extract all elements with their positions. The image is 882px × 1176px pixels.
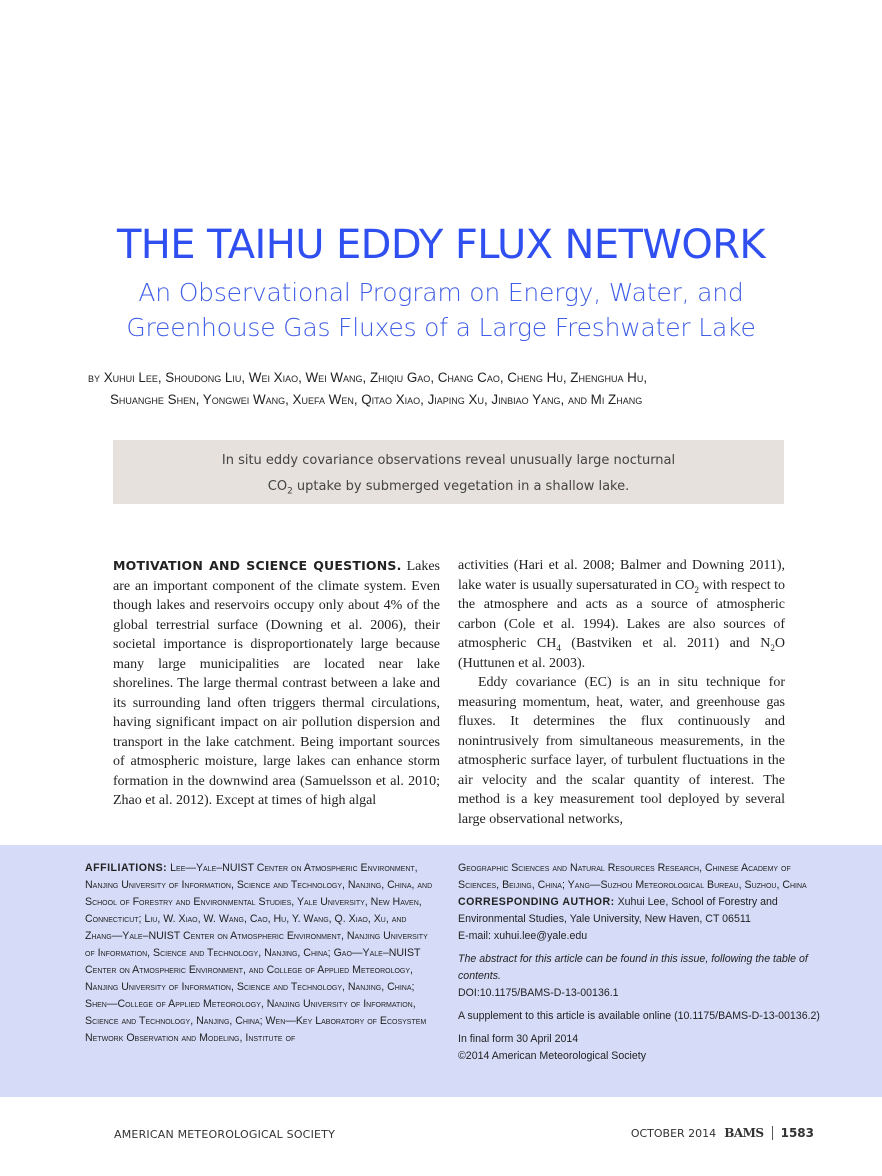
summary-callout: [113, 440, 784, 504]
doi: DOI:10.1175/BAMS-D-13-00136.1: [458, 987, 619, 999]
byline-line-1: by Xuhui Lee, Shoudong Liu, Wei Xiao, Wei Wang, Zhiqiu Gao, Chang Cao, Cheng Hu, Zhenghua Hu,: [88, 370, 648, 385]
byline-line-2: Shuanghe Shen, Yongwei Wang, Xuefa Wen, Qitao Xiao, Jiaping Xu, Jinbiao Yang, and Mi Zhang: [110, 392, 643, 407]
affiliations-continuation: Geographic Sciences and Natural Resources Research, Chinese Academy of Sciences, Beijing, China; Yang—Suzhou Meteorological Bureau, Suzhou, China: [458, 862, 807, 891]
footer-issue: [631, 1126, 814, 1140]
paragraph-continued: activities (Hari et al. 2008; Balmer and Downing 2011), lake water is usually supersaturated in $CO_2$ with respect to the atmosphere and acts as a source of atmospheric carbon (Cole et al. 1994). Lakes are also sources of atmospheric $CH_4$ (Bastviken et al. 2011) and $N_2O$ (Huttunen et al. 2003).: [458, 558, 785, 671]
affiliations-left: [85, 860, 435, 1047]
affiliations-label: AFFILIATIONS:: [85, 862, 168, 874]
corresponding-author: CORRESPONDING AUTHOR: Xuhui Lee, School of Forestry and Environmental Studies, Yale University, New Haven, CT 06511: [458, 896, 778, 925]
affiliations-right: [458, 860, 823, 1065]
copyright: ©2014 American Meteorological Society: [458, 1050, 646, 1062]
subtitle-line-2: Greenhouse Gas Fluxes of a Large Freshwater Lake: [126, 313, 756, 342]
affiliations-text: Lee—Yale–NUIST Center on Atmospheric Environment, Nanjing University of Information, Science and Technology, Nanjing, China, and School of Forestry and Environmental Studies, Yale University, New Haven, Connecticut; Liu, W. Xiao, W. Wang, Cao, Hu, Y. Wang, Q. Xiao, Xu, and Zhang—Yale–NUIST Center on Atmospheric Environment, Nanjing University of Information, Science and Technology, Nanjing, China; Gao—Yale–NUIST Center on Atmospheric Environment, and College of Applied Meteorology, Nanjing University of Information, Science and Technology, Nanjing, China; Shen—College of Applied Meteorology, Nanjing University of Information, Science and Technology, Nanjing, China; Wen—Key Laboratory of Ecosystem Network Observation and Modeling, Institute of: [85, 862, 433, 1044]
paragraph-eddy-covariance: Eddy covariance (EC) is an in situ technique for measuring momentum, heat, water, and greenhouse gas fluxes. It determines the flux continuously and nonintrusively from simultaneous measurements, in the atmospheric surface layer, of turbulent fluctuations in the air velocity and the scalar quantity of interest. The method is a key measurement tool deployed by several large observational networks,: [458, 675, 785, 827]
body-column-right: [458, 556, 785, 829]
paragraph-intro: MOTIVATION AND SCIENCE QUESTIONS. Lakes are an important component of the climate system. Even though lakes and reservoirs occupy only about 4% of the global terrestrial surface (Downing et al. 2006), their societal importance is disproportionately large because many large municipalities are located near lake shorelines. The large thermal contrast between a lake and its surrounding land often triggers thermal circulations, having significant impact on air pollution dispersion and transport in the lake catchment. Being important sources of atmospheric moisture, large lakes can enhance storm formation in the downwind area (Samuelsson et al. 2010; Zhao et al. 2012). Except at times of high algal: [113, 558, 441, 808]
author-byline: [88, 367, 808, 411]
article-subtitle: [0, 275, 882, 345]
author-email: E-mail: xuhui.lee@yale.edu: [458, 930, 588, 942]
abstract-note: The abstract for this article can be found in this issue, following the table of contents.: [458, 953, 808, 982]
supplement-note: A supplement to this article is available online (10.1175/BAMS-D-13-00136.2): [458, 1010, 820, 1022]
callout-line-2: $CO_2$ uptake by submerged vegetation in a shallow lake.: [267, 479, 630, 497]
final-form-date: In final form 30 April 2014: [458, 1033, 579, 1045]
body-column-left: [113, 556, 440, 811]
section-heading: MOTIVATION AND SCIENCE QUESTIONS.: [113, 558, 402, 573]
footer-society: AMERICAN METEOROLOGICAL SOCIETY: [114, 1128, 336, 1141]
article-title: THE TAIHU EDDY FLUX NETWORK: [116, 222, 766, 268]
page-number: 1583: [780, 1126, 814, 1140]
footer-divider: [772, 1126, 773, 1140]
subtitle-line-1: An Observational Program on Energy, Water, and: [138, 278, 744, 307]
callout-line-1: In situ eddy covariance observations reveal unusually large nocturnal: [221, 453, 676, 468]
journal-logo: BAMS: [724, 1126, 764, 1140]
footer-date: OCTOBER 2014: [630, 1126, 717, 1140]
